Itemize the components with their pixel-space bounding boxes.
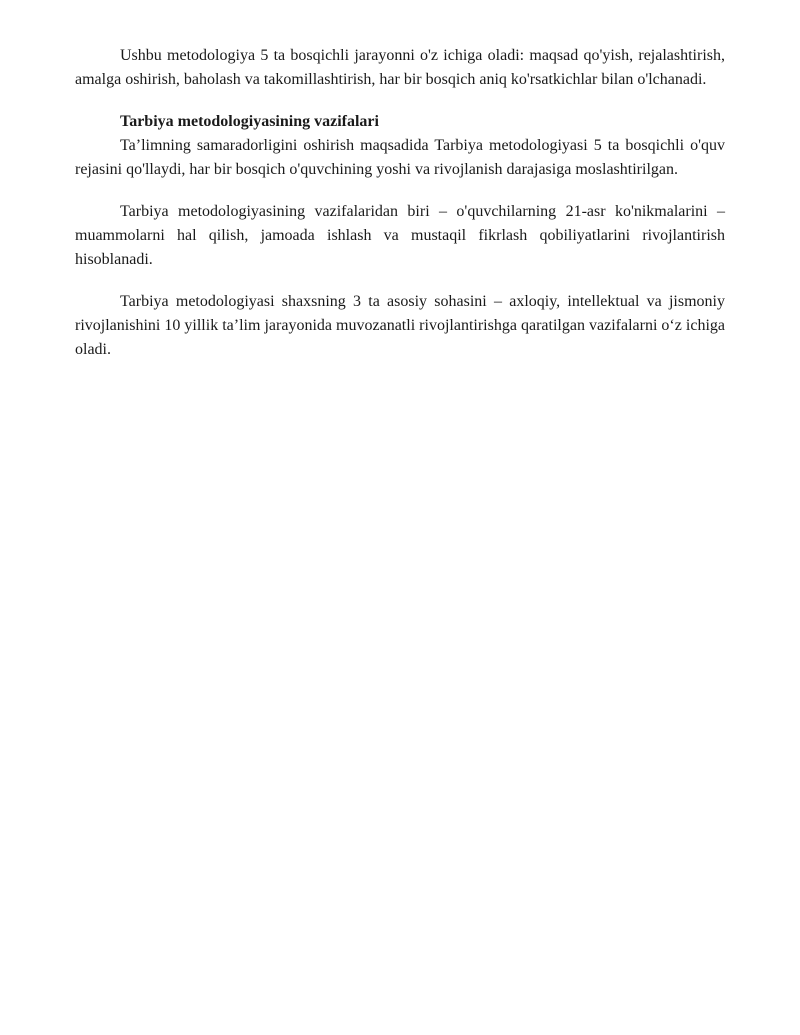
paragraph-development-areas: Tarbiya metodologiyasi shaxsning 3 ta asosiy sohasini – axloqiy, intellektual va jismoniy rivojlanishini 10 yillik ta’lim jarayonida muvozanatli rivojlantirishga qaratilgan vazifalarni o‘z ichiga oladi. (75, 293, 725, 358)
spacer (75, 272, 725, 290)
document-page (75, 44, 725, 362)
section-heading: Tarbiya metodologiyasining vazifalari (120, 113, 379, 130)
spacer (75, 182, 725, 200)
paragraph-21st-century-skills: Tarbiya metodologiyasining vazifalaridan biri – o'quvchilarning 21-asr ko'nikmalarini – muammolarni hal qilish, jamoada ishlash va mustaqil fikrlash qobiliyatlarini rivojlantirish hisoblanadi. (75, 203, 725, 268)
paragraph-curriculum: Ta’limning samaradorligini oshirish maqsadida Tarbiya metodologiyasi 5 ta bosqichli o'quv rejasini qo'llaydi, har bir bosqich o'quvchining yoshi va rivojlanish darajasiga moslashtirilgan. (75, 137, 725, 178)
paragraph-methodology-stages: Ushbu metodologiya 5 ta bosqichli jarayonni o'z ichiga oladi: maqsad qo'yish, rejalashtirish, amalga oshirish, baholash va takomillashtirish, har bir bosqich aniq ko'rsatkichlar bilan o'lchanadi. (75, 47, 725, 88)
spacer (75, 92, 725, 110)
